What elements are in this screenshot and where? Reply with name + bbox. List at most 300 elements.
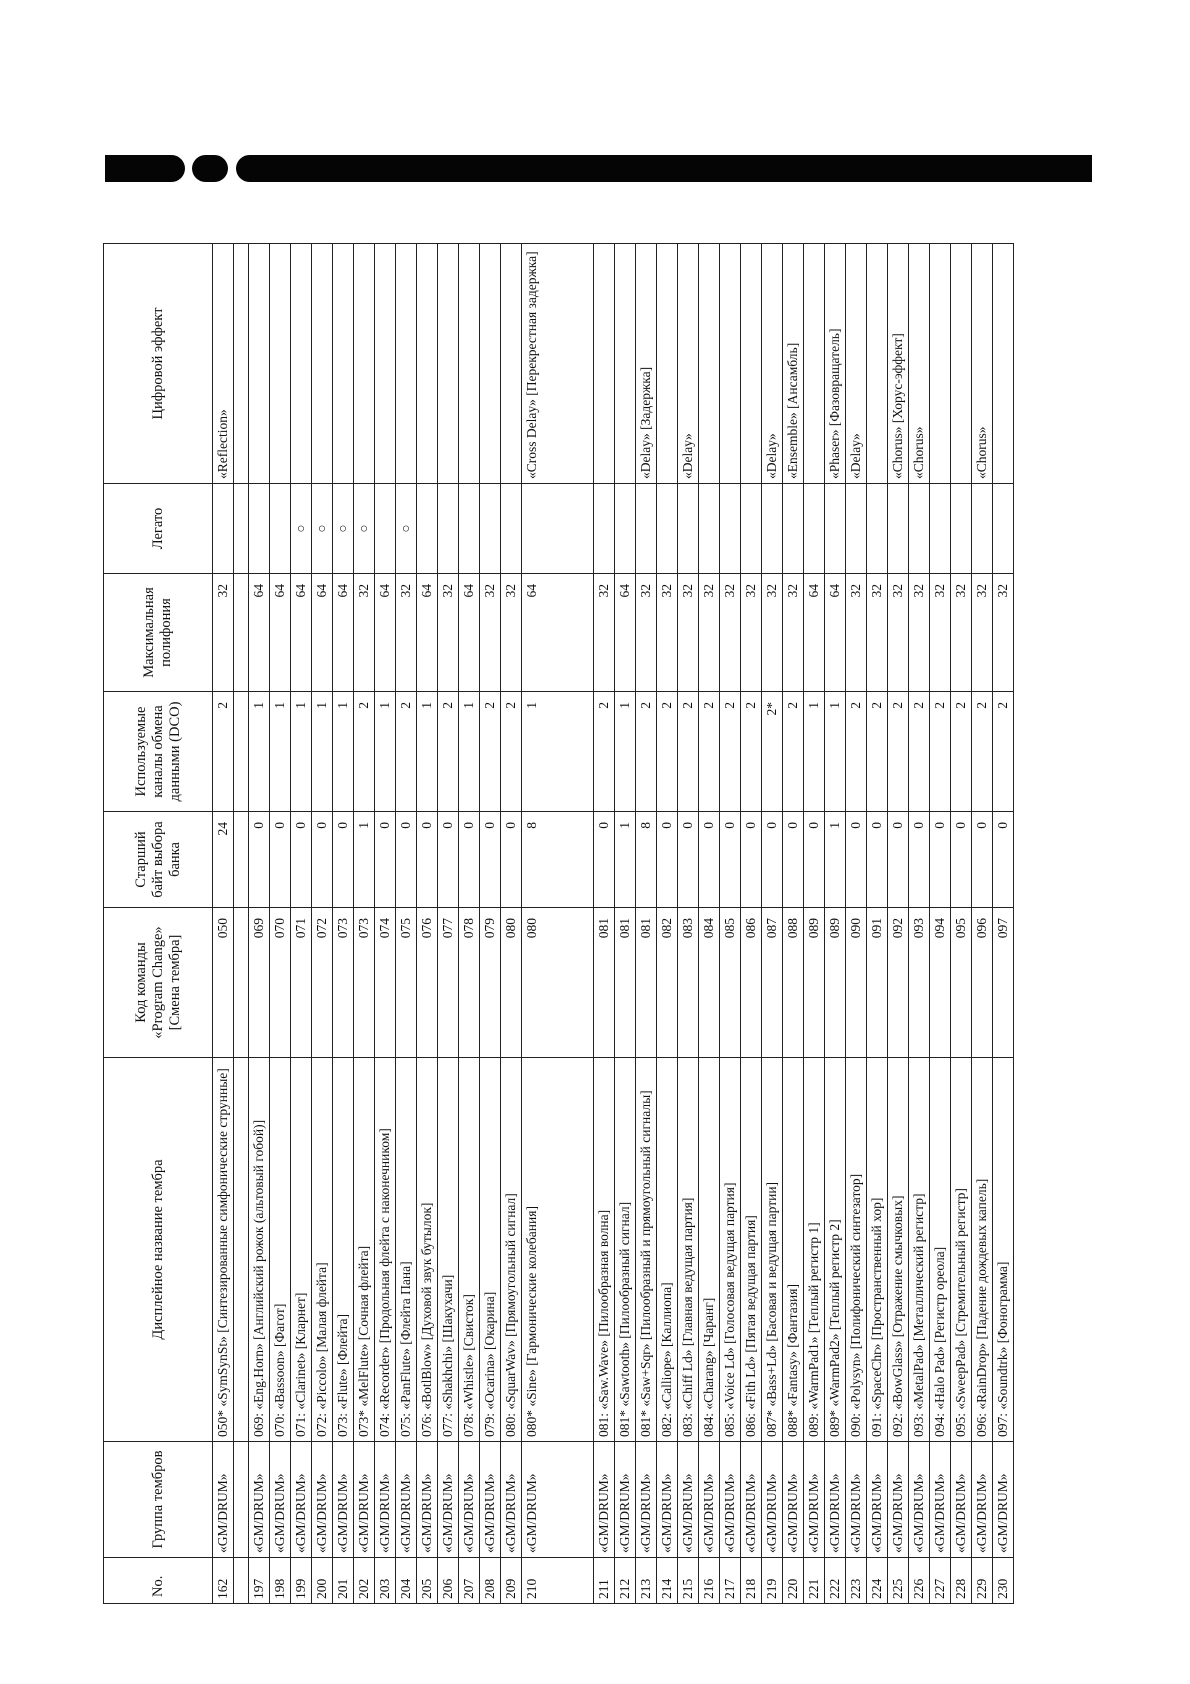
cell-group: «GM/DRUM»	[741, 1442, 762, 1558]
cell-display-name: 094: «Halo Pad» [Регистр ореола]	[930, 1058, 951, 1442]
col-header-bank-msb: Старший байт выбора банка	[104, 812, 213, 908]
table-row	[846, 244, 867, 1604]
cell-bank-msb: 1	[615, 812, 636, 908]
cell-legato	[657, 484, 678, 574]
cell-max-polyphony: 64	[522, 574, 594, 692]
cell-max-polyphony: 32	[762, 574, 783, 692]
cell-program-change: 078	[459, 908, 480, 1058]
cell-legato	[522, 484, 594, 574]
cell-dco: 1	[375, 692, 396, 812]
cell-no: 207	[459, 1558, 480, 1604]
cell-group: «GM/DRUM»	[417, 1442, 438, 1558]
cell-bank-msb: 0	[375, 812, 396, 908]
cell-program-change: 071	[291, 908, 312, 1058]
cell-display-name: 074: «Recorder» [Продольная флейта с наконечником]	[375, 1058, 396, 1442]
cell-group: «GM/DRUM»	[480, 1442, 501, 1558]
cell-display-name: 072: «Piccolo» [Малая флейта]	[312, 1058, 333, 1442]
cell-bank-msb: 0	[459, 812, 480, 908]
cell-bank-msb: 0	[396, 812, 417, 908]
cell-bank-msb: 0	[678, 812, 699, 908]
table-row	[972, 244, 993, 1604]
cell-dco: 2	[354, 692, 375, 812]
cell-program-change: 081	[636, 908, 657, 1058]
spacer-cell	[234, 692, 249, 812]
cell-display-name: 076: «BotlBlow» [Духовой звук бутылок]	[417, 1058, 438, 1442]
cell-program-change: 080	[501, 908, 522, 1058]
spacer-cell	[234, 574, 249, 692]
cell-effect	[375, 244, 396, 484]
cell-display-name: 096: «RainDrop» [Падение дождевых капель]	[972, 1058, 993, 1442]
cell-display-name: 089* «WarmPad2» [Теплый регистр 2]	[825, 1058, 846, 1442]
cell-bank-msb: 8	[636, 812, 657, 908]
cell-legato	[501, 484, 522, 574]
cell-dco: 1	[522, 692, 594, 812]
cell-effect	[354, 244, 375, 484]
table-row	[615, 244, 636, 1604]
cell-group: «GM/DRUM»	[657, 1442, 678, 1558]
cell-bank-msb: 0	[804, 812, 825, 908]
cell-legato	[951, 484, 972, 574]
cell-group: «GM/DRUM»	[930, 1442, 951, 1558]
cell-display-name: 095: «SweepPad» [Стремительный регистр]	[951, 1058, 972, 1442]
rotated-table-container	[103, 244, 1027, 1604]
cell-dco: 1	[825, 692, 846, 812]
table-row	[930, 244, 951, 1604]
cell-dco: 2	[909, 692, 930, 812]
cell-dco: 2	[846, 692, 867, 812]
cell-display-name: 092: «BowGlass» [Отражение смычковых]	[888, 1058, 909, 1442]
cell-dco: 2	[480, 692, 501, 812]
cell-bank-msb: 1	[354, 812, 375, 908]
cell-group: «GM/DRUM»	[720, 1442, 741, 1558]
cell-max-polyphony: 64	[291, 574, 312, 692]
cell-dco: 1	[270, 692, 291, 812]
cell-dco: 1	[249, 692, 270, 812]
cell-dco: 1	[804, 692, 825, 812]
cell-no: 229	[972, 1558, 993, 1604]
cell-legato	[480, 484, 501, 574]
cell-no: 216	[699, 1558, 720, 1604]
spacer-cell	[234, 812, 249, 908]
cell-no: 226	[909, 1558, 930, 1604]
cell-effect	[438, 244, 459, 484]
cell-max-polyphony: 32	[699, 574, 720, 692]
cell-legato	[888, 484, 909, 574]
cell-bank-msb: 0	[480, 812, 501, 908]
table-row	[354, 244, 375, 1604]
cell-effect	[741, 244, 762, 484]
cell-bank-msb: 0	[783, 812, 804, 908]
cell-no: 222	[825, 1558, 846, 1604]
cell-group: «GM/DRUM»	[312, 1442, 333, 1558]
cell-group: «GM/DRUM»	[804, 1442, 825, 1558]
cell-effect	[804, 244, 825, 484]
cell-program-change: 069	[249, 908, 270, 1058]
cell-bank-msb: 0	[417, 812, 438, 908]
cell-program-change: 079	[480, 908, 501, 1058]
cell-group: «GM/DRUM»	[909, 1442, 930, 1558]
cell-group: «GM/DRUM»	[888, 1442, 909, 1558]
cell-no: 199	[291, 1558, 312, 1604]
cell-dco: 2	[678, 692, 699, 812]
cell-max-polyphony: 64	[312, 574, 333, 692]
cell-max-polyphony: 32	[480, 574, 501, 692]
cell-effect: «Delay» [Задержка]	[636, 244, 657, 484]
cell-no: 205	[417, 1558, 438, 1604]
cell-max-polyphony: 32	[678, 574, 699, 692]
cell-dco: 2	[972, 692, 993, 812]
cell-program-change: 089	[804, 908, 825, 1058]
table-row	[459, 244, 480, 1604]
cell-no: 228	[951, 1558, 972, 1604]
cell-bank-msb: 0	[501, 812, 522, 908]
cell-legato	[375, 484, 396, 574]
cell-display-name: 082: «Calliope» [Каллиопа]	[657, 1058, 678, 1442]
cell-program-change: 070	[270, 908, 291, 1058]
col-header-group: Группа тембров	[104, 1442, 213, 1558]
table-row	[594, 244, 615, 1604]
cell-bank-msb: 0	[846, 812, 867, 908]
cell-max-polyphony: 32	[846, 574, 867, 692]
cell-no: 218	[741, 1558, 762, 1604]
cell-effect: «Delay»	[846, 244, 867, 484]
cell-group: «GM/DRUM»	[459, 1442, 480, 1558]
spacer-cell	[234, 244, 249, 484]
cell-program-change: 088	[783, 908, 804, 1058]
spacer-cell	[234, 484, 249, 574]
cell-bank-msb: 0	[312, 812, 333, 908]
cell-program-change: 093	[909, 908, 930, 1058]
cell-legato	[636, 484, 657, 574]
cell-dco: 1	[312, 692, 333, 812]
table-row	[333, 244, 354, 1604]
cell-legato	[720, 484, 741, 574]
table-row	[501, 244, 522, 1604]
cell-dco: 2	[783, 692, 804, 812]
cell-program-change: 086	[741, 908, 762, 1058]
cell-bank-msb: 0	[699, 812, 720, 908]
cell-bank-msb: 0	[438, 812, 459, 908]
cell-display-name: 091: «SpaceChr» [Пространственный хор]	[867, 1058, 888, 1442]
cell-group: «GM/DRUM»	[333, 1442, 354, 1558]
header-band-segment-3	[236, 155, 1092, 182]
cell-bank-msb: 0	[762, 812, 783, 908]
cell-legato	[972, 484, 993, 574]
cell-bank-msb: 1	[825, 812, 846, 908]
cell-bank-msb: 0	[720, 812, 741, 908]
cell-max-polyphony: 64	[375, 574, 396, 692]
cell-max-polyphony: 64	[333, 574, 354, 692]
cell-effect	[951, 244, 972, 484]
cell-legato	[993, 484, 1014, 574]
spacer-cell	[234, 908, 249, 1058]
col-header-display-name: Дисплейное название тембра	[104, 1058, 213, 1442]
table-row	[867, 244, 888, 1604]
cell-display-name: 090: «Polysyn» [Полифонический синтезатор]	[846, 1058, 867, 1442]
cell-group: «GM/DRUM»	[951, 1442, 972, 1558]
cell-dco: 2	[657, 692, 678, 812]
cell-effect	[480, 244, 501, 484]
cell-no: 224	[867, 1558, 888, 1604]
cell-no: 197	[249, 1558, 270, 1604]
cell-group: «GM/DRUM»	[213, 1442, 234, 1558]
cell-legato	[741, 484, 762, 574]
col-header-dco: Используемые каналы обмена данными (DCO)	[104, 692, 213, 812]
cell-group: «GM/DRUM»	[762, 1442, 783, 1558]
cell-max-polyphony: 32	[501, 574, 522, 692]
table-row	[417, 244, 438, 1604]
table-row	[270, 244, 291, 1604]
col-header-legato: Легато	[104, 484, 213, 574]
cell-max-polyphony: 64	[825, 574, 846, 692]
table-row	[312, 244, 333, 1604]
cell-no: 202	[354, 1558, 375, 1604]
cell-no: 225	[888, 1558, 909, 1604]
cell-no: 212	[615, 1558, 636, 1604]
cell-effect: «Reflection»	[213, 244, 234, 484]
table-row	[804, 244, 825, 1604]
cell-max-polyphony: 32	[636, 574, 657, 692]
cell-program-change: 077	[438, 908, 459, 1058]
cell-display-name: 084: «Charang» [Чаранг]	[699, 1058, 720, 1442]
cell-legato	[678, 484, 699, 574]
cell-effect	[699, 244, 720, 484]
cell-no: 200	[312, 1558, 333, 1604]
table-row	[762, 244, 783, 1604]
cell-effect	[312, 244, 333, 484]
cell-group: «GM/DRUM»	[972, 1442, 993, 1558]
cell-no: 203	[375, 1558, 396, 1604]
cell-program-change: 089	[825, 908, 846, 1058]
cell-display-name: 081* «Sawtooth» [Пилообразный сигнал]	[615, 1058, 636, 1442]
cell-display-name: 079: «Ocarina» [Окарина]	[480, 1058, 501, 1442]
cell-program-change: 050	[213, 908, 234, 1058]
cell-display-name: 087* «Bass+Ld» [Басовая и ведущая партии]	[762, 1058, 783, 1442]
cell-program-change: 094	[930, 908, 951, 1058]
cell-legato	[438, 484, 459, 574]
cell-display-name: 080: «SquarWav» [Прямоугольный сигнал]	[501, 1058, 522, 1442]
cell-dco: 2	[594, 692, 615, 812]
col-header-max-polyphony: Максимальная полифония	[104, 574, 213, 692]
cell-display-name: 073* «MelFlute» [Сочная флейта]	[354, 1058, 375, 1442]
cell-effect	[657, 244, 678, 484]
cell-effect	[459, 244, 480, 484]
cell-effect	[270, 244, 291, 484]
cell-effect	[867, 244, 888, 484]
table-row	[480, 244, 501, 1604]
table-row	[699, 244, 720, 1604]
cell-program-change: 084	[699, 908, 720, 1058]
cell-no: 213	[636, 1558, 657, 1604]
cell-no: 223	[846, 1558, 867, 1604]
table-row	[678, 244, 699, 1604]
table-row	[522, 244, 594, 1604]
table-row	[213, 244, 234, 1604]
cell-effect	[615, 244, 636, 484]
cell-effect	[501, 244, 522, 484]
cell-bank-msb: 0	[594, 812, 615, 908]
table-row	[438, 244, 459, 1604]
cell-effect: «Cross Delay» [Перекрестная задержка]	[522, 244, 594, 484]
cell-max-polyphony: 32	[993, 574, 1014, 692]
cell-effect: «Delay»	[762, 244, 783, 484]
cell-no: 204	[396, 1558, 417, 1604]
cell-bank-msb: 0	[291, 812, 312, 908]
cell-program-change: 073	[354, 908, 375, 1058]
cell-group: «GM/DRUM»	[636, 1442, 657, 1558]
cell-program-change: 091	[867, 908, 888, 1058]
cell-legato	[825, 484, 846, 574]
cell-no: 221	[804, 1558, 825, 1604]
cell-bank-msb: 0	[993, 812, 1014, 908]
cell-dco: 2	[213, 692, 234, 812]
cell-program-change: 074	[375, 908, 396, 1058]
cell-program-change: 075	[396, 908, 417, 1058]
cell-display-name: 073: «Flute» [Флейта]	[333, 1058, 354, 1442]
cell-group: «GM/DRUM»	[354, 1442, 375, 1558]
table-row	[720, 244, 741, 1604]
cell-no: 208	[480, 1558, 501, 1604]
table-spacer-row	[234, 244, 249, 1604]
cell-dco: 2*	[762, 692, 783, 812]
table-row	[909, 244, 930, 1604]
cell-bank-msb: 0	[951, 812, 972, 908]
cell-bank-msb: 0	[333, 812, 354, 908]
cell-display-name: 081* «Saw+Sqr» [Пилообразный и прямоугольный сигналы]	[636, 1058, 657, 1442]
cell-max-polyphony: 64	[615, 574, 636, 692]
cell-max-polyphony: 32	[741, 574, 762, 692]
cell-program-change: 081	[594, 908, 615, 1058]
table-row	[783, 244, 804, 1604]
cell-legato	[417, 484, 438, 574]
table-row	[291, 244, 312, 1604]
header-band-segment-2	[192, 155, 228, 182]
cell-bank-msb: 0	[741, 812, 762, 908]
spacer-cell	[234, 1442, 249, 1558]
cell-effect	[249, 244, 270, 484]
table-row	[741, 244, 762, 1604]
cell-group: «GM/DRUM»	[594, 1442, 615, 1558]
table-row	[825, 244, 846, 1604]
cell-dco: 2	[699, 692, 720, 812]
cell-bank-msb: 0	[270, 812, 291, 908]
cell-legato	[594, 484, 615, 574]
cell-max-polyphony: 32	[930, 574, 951, 692]
cell-bank-msb: 0	[867, 812, 888, 908]
cell-display-name: 069: «Eng.Horn» [Английский рожок (альтовый гобой)]	[249, 1058, 270, 1442]
cell-group: «GM/DRUM»	[375, 1442, 396, 1558]
cell-group: «GM/DRUM»	[501, 1442, 522, 1558]
cell-dco: 2	[741, 692, 762, 812]
cell-effect: «Phaser» [Фазовращатель]	[825, 244, 846, 484]
cell-dco: 2	[720, 692, 741, 812]
cell-display-name: 070: «Bassoon» [Фагот]	[270, 1058, 291, 1442]
cell-no: 227	[930, 1558, 951, 1604]
table-row	[657, 244, 678, 1604]
cell-display-name: 088* «Fantasy» [Фантазия]	[783, 1058, 804, 1442]
cell-display-name: 077: «Shakhchi» [Шакухачи]	[438, 1058, 459, 1442]
cell-no: 217	[720, 1558, 741, 1604]
cell-effect: «Delay»	[678, 244, 699, 484]
cell-max-polyphony: 32	[972, 574, 993, 692]
cell-legato	[270, 484, 291, 574]
cell-dco: 2	[951, 692, 972, 812]
cell-max-polyphony: 64	[459, 574, 480, 692]
cell-effect	[291, 244, 312, 484]
cell-dco: 1	[459, 692, 480, 812]
cell-legato	[867, 484, 888, 574]
cell-effect	[930, 244, 951, 484]
cell-display-name: 075: «PanFlute» [Флейта Пана]	[396, 1058, 417, 1442]
cell-max-polyphony: 32	[909, 574, 930, 692]
cell-program-change: 092	[888, 908, 909, 1058]
table-row	[951, 244, 972, 1604]
cell-group: «GM/DRUM»	[783, 1442, 804, 1558]
cell-program-change: 085	[720, 908, 741, 1058]
cell-max-polyphony: 32	[720, 574, 741, 692]
cell-legato: ○	[354, 484, 375, 574]
table-row	[636, 244, 657, 1604]
cell-display-name: 083: «Chiff Ld» [Главная ведущая партия]	[678, 1058, 699, 1442]
spacer-cell	[234, 1058, 249, 1442]
cell-bank-msb: 0	[888, 812, 909, 908]
cell-no: 219	[762, 1558, 783, 1604]
cell-legato	[909, 484, 930, 574]
cell-max-polyphony: 32	[951, 574, 972, 692]
table-row	[888, 244, 909, 1604]
cell-no: 210	[522, 1558, 594, 1604]
cell-effect	[417, 244, 438, 484]
cell-no: 215	[678, 1558, 699, 1604]
cell-no: 201	[333, 1558, 354, 1604]
cell-max-polyphony: 32	[213, 574, 234, 692]
table-header-row	[104, 244, 213, 1604]
cell-effect	[720, 244, 741, 484]
cell-max-polyphony: 64	[417, 574, 438, 692]
cell-dco: 2	[993, 692, 1014, 812]
cell-max-polyphony: 32	[888, 574, 909, 692]
cell-max-polyphony: 64	[270, 574, 291, 692]
cell-display-name: 086: «Fith Ld» [Пятая ведущая партия]	[741, 1058, 762, 1442]
cell-legato	[930, 484, 951, 574]
cell-dco: 1	[291, 692, 312, 812]
cell-legato	[249, 484, 270, 574]
cell-legato: ○	[291, 484, 312, 574]
cell-display-name: 097: «Soundtrk» [Фонограмма]	[993, 1058, 1014, 1442]
cell-group: «GM/DRUM»	[396, 1442, 417, 1558]
cell-no: 214	[657, 1558, 678, 1604]
cell-effect	[594, 244, 615, 484]
cell-max-polyphony: 32	[438, 574, 459, 692]
spacer-cell	[234, 1558, 249, 1604]
cell-no: 206	[438, 1558, 459, 1604]
cell-display-name: 089: «WarmPad1» [Теплый регистр 1]	[804, 1058, 825, 1442]
cell-legato	[615, 484, 636, 574]
cell-display-name: 081: «Saw.Wave» [Пилообразная волна]	[594, 1058, 615, 1442]
cell-display-name: 093: «MetalPad» [Металлический регистр]	[909, 1058, 930, 1442]
cell-group: «GM/DRUM»	[678, 1442, 699, 1558]
cell-bank-msb: 0	[930, 812, 951, 908]
cell-group: «GM/DRUM»	[270, 1442, 291, 1558]
cell-max-polyphony: 32	[594, 574, 615, 692]
cell-bank-msb: 0	[249, 812, 270, 908]
cell-program-change: 073	[333, 908, 354, 1058]
cell-dco: 1	[417, 692, 438, 812]
cell-max-polyphony: 32	[867, 574, 888, 692]
cell-dco: 1	[333, 692, 354, 812]
cell-effect: «Chorus»	[972, 244, 993, 484]
cell-effect	[993, 244, 1014, 484]
